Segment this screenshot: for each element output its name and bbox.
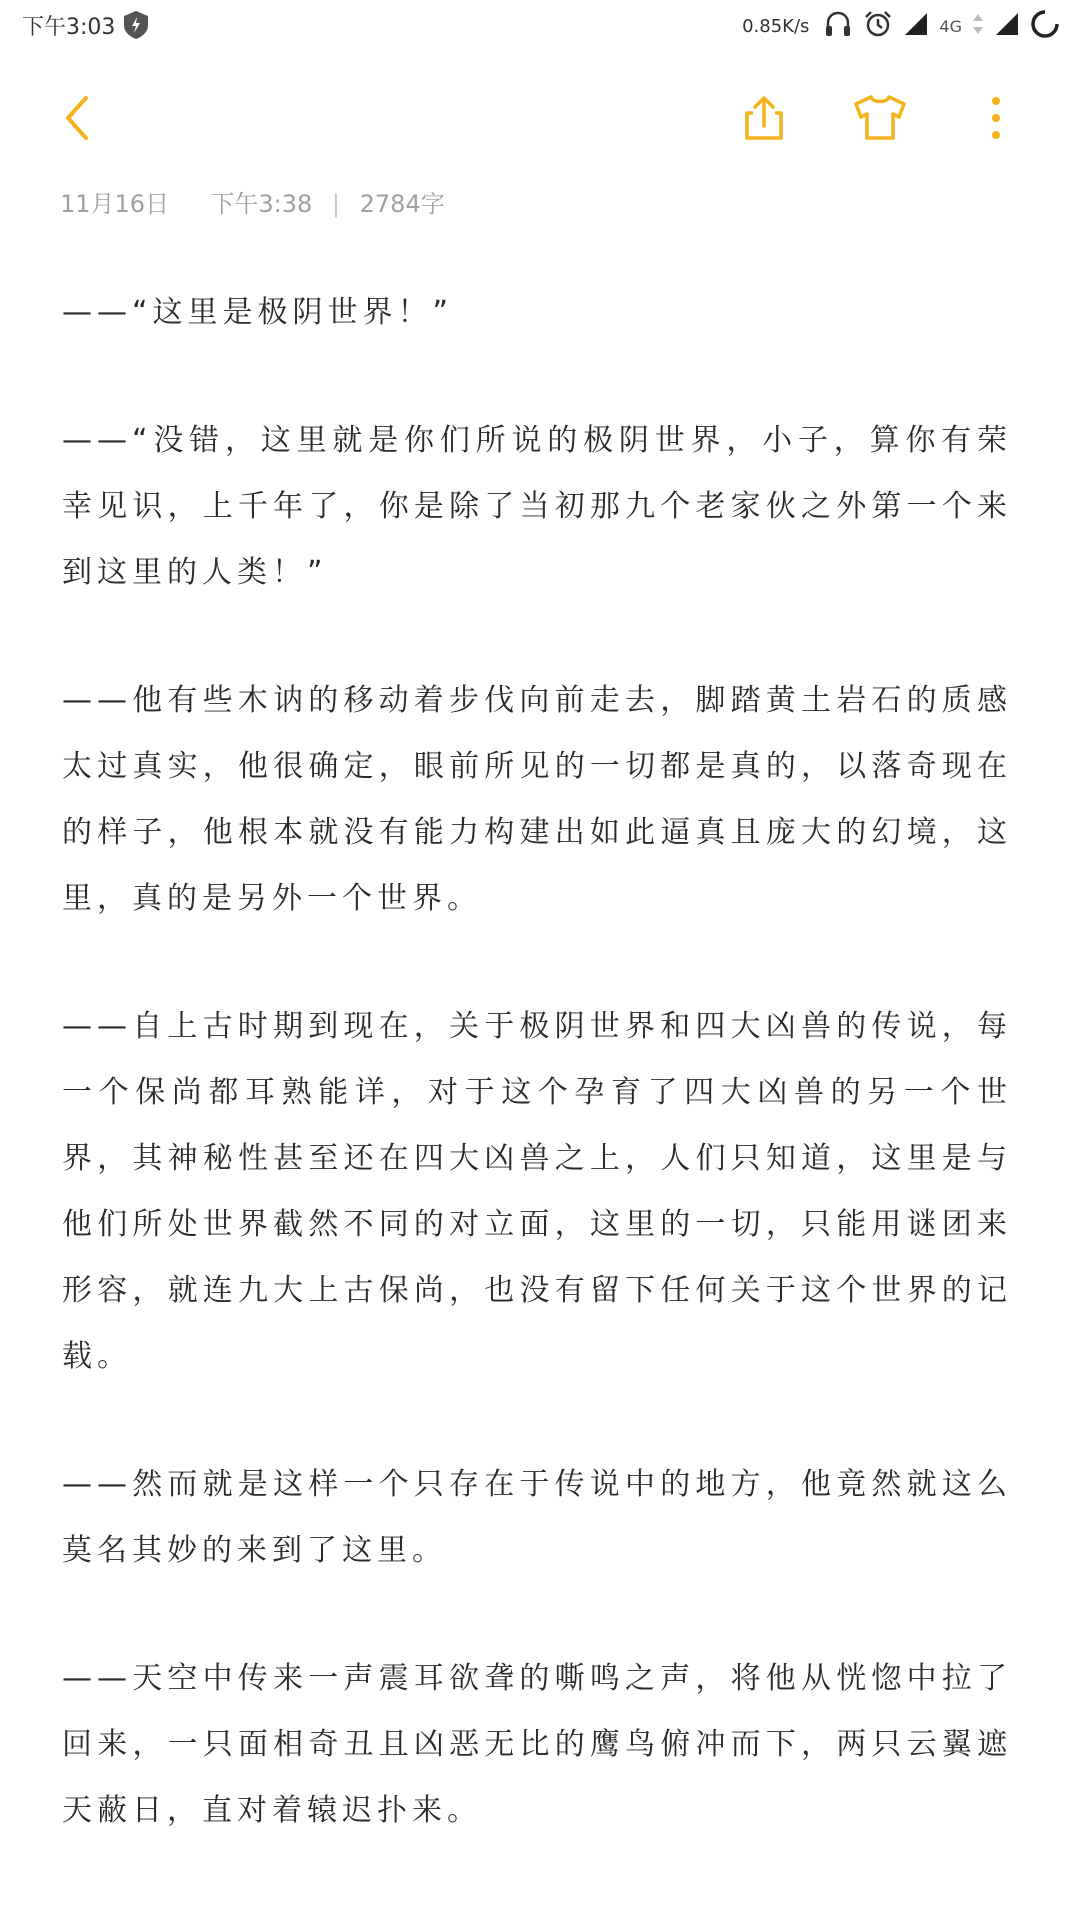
paragraph: ——“这里是极阴世界！” [62, 295, 454, 330]
status-time: 下午3:03 [22, 15, 116, 40]
net-speed: 0.85K/s [742, 15, 810, 37]
status-bar [0, 0, 1080, 52]
loading-icon [1030, 9, 1060, 43]
note-date: 11月16日 [60, 190, 170, 218]
share-icon [739, 93, 789, 147]
theme-shirt-icon [850, 93, 910, 147]
paragraph: ——他有些木讷的移动着步伐向前走去，脚踏黄土岩石的质感太过真实，他很确定，眼前所见的一切都是真的，以落奇现在的样子，他根本就没有能力构建出如此逼真且庞大的幻境，这里，真的是另外一个世界。 [62, 683, 1012, 916]
data-arrows-icon [972, 12, 984, 40]
paragraph: ——“没错，这里就是你们所说的极阴世界，小子，算你有荣幸见识，上千年了，你是除了当初那九个老家伙之外第一个来到这里的人类！” [62, 423, 1012, 590]
shield-icon [122, 10, 150, 40]
note-meta [60, 184, 445, 219]
more-icon [989, 95, 1003, 145]
headphones-icon [823, 9, 853, 43]
note-body[interactable] [62, 280, 1012, 1906]
status-icons [742, 8, 1060, 44]
alarm-icon [863, 9, 893, 43]
share-button[interactable] [724, 80, 804, 160]
back-button[interactable] [38, 80, 118, 160]
note-time: 下午3:38 [210, 190, 313, 218]
back-icon [58, 93, 98, 147]
meta-separator: | [331, 190, 340, 218]
network-type: 4G [939, 16, 962, 36]
paragraph: ——天空中传来一声震耳欲聋的嘶鸣之声，将他从恍惚中拉了回来，一只面相奇丑且凶恶无比的鹰鸟俯冲而下，两只云翼遮天蔽日，直对着辕迟扑来。 [62, 1661, 1012, 1828]
paragraph: ——然而就是这样一个只存在于传说中的地方，他竟然就这么莫名其妙的来到了这里。 [62, 1467, 1012, 1568]
theme-button[interactable] [840, 80, 920, 160]
more-button[interactable] [956, 80, 1036, 160]
signal-icon [903, 11, 929, 41]
signal-icon [994, 11, 1020, 41]
paragraph: ——自上古时期到现在，关于极阴世界和四大凶兽的传说，每一个保尚都耳熟能详，对于这个孕育了四大凶兽的另一个世界，其神秘性甚至还在四大凶兽之上，人们只知道，这里是与他们所处世界截然不同的对立面，这里的一切，只能用谜团来形容，就连九大上古保尚，也没有留下任何关于这个世界的记载。 [62, 1009, 1012, 1374]
word-count: 2784字 [359, 190, 445, 218]
toolbar [0, 80, 1080, 160]
